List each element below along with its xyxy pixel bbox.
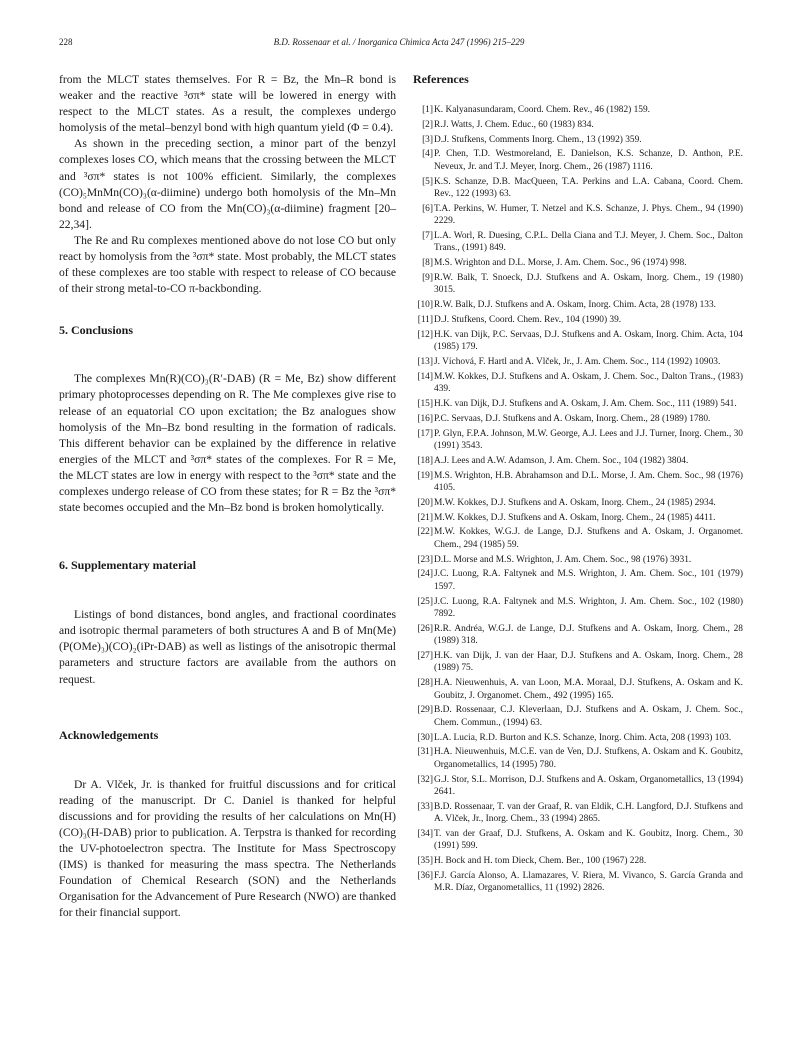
conclusions-text: The complexes Mn(R)(CO)₃(R′-DAB) (R = Me, Bz) show different primary photoprocesses depending on R. The Me complexes give rise to release of an equatorial CO upon excitation; the Bz analogues show homolysis of the Mn–Bz bond resulting in the formation of radicals. This different behavior can be explained by the difference in relative energies of the MLCT and ³σπ* states of the complexes. For R = Me, the MLCT states are low in energy with respect to the ³σπ* state and the complexes undergo release of CO from these states; for R = Bz the ³σπ* state becomes occupied and the Mn–Bz bond is broken homolytically. — [59, 372, 396, 515]
reference-text: R.W. Balk, D.J. Stufkens and A. Oskam, Inorg. Chim. Acta, 28 (1978) 133. — [434, 300, 717, 311]
reference-item — [413, 746, 743, 771]
reference-text: G.J. Stor, S.L. Morrison, D.J. Stufkens and A. Oskam, Organometallics, 13 (1994) 2641. — [434, 774, 743, 798]
reference-text: P. Glyn, F.P.A. Johnson, M.W. George, A.J. Lees and J.J. Turner, Inorg. Chem., 30 (1991) 3543. — [434, 428, 743, 451]
reference-number: [9] — [422, 273, 433, 283]
reference-number: [31] — [417, 747, 433, 758]
section-supplementary-heading: 6. Supplementary material — [59, 558, 196, 573]
reference-text: M.W. Kokkes, D.J. Stufkens and A. Oskam, Inorg. Chem., 24 (1985) 4411. — [434, 512, 716, 523]
reference-number: [30] — [417, 732, 433, 743]
running-title: B.D. Rossenaar et al. / Inorganica Chimica Acta 247 (1996) 215–229 — [273, 37, 525, 47]
acknowledgements-text: Dr A. Vlček, Jr. is thanked for fruitful discussions and for critical reading of the manuscript. Dr C. Daniel is thanked for helpful discussions and for providing the results of her calculations on Mn(H)(CO)₃(H-DAB) prior to publication. A. Terpstra is thanked for recording the UV-photoelectron spectra. The Institute for Mass Spectroscopy (IMS) is thanked for measuring the mass spectra. The Netherlands Foundation of Chemical Research (SON) and the Netherlands Organisation for the Advancement of Pure Research (NWO) are thanked for their financial support. — [59, 777, 396, 920]
reference-item — [413, 801, 743, 826]
reference-text: M.S. Wrighton, H.B. Abrahamson and D.L. Morse, J. Am. Chem. Soc., 98 (1976) 4105. — [434, 470, 743, 493]
reference-text: M.W. Kokkes, D.J. Stufkens and A. Oskam, Inorg. Chem., 24 (1985) 2934. — [434, 497, 716, 508]
acknowledgements-heading: Acknowledgements — [59, 727, 159, 742]
reference-number: [20] — [417, 497, 433, 508]
reference-item — [413, 148, 743, 173]
reference-number: [16] — [417, 413, 433, 424]
reference-text: H.K. van Dijk, J. van der Haar, D.J. Stufkens and A. Oskam, Inorg. Chem., 28 (1989) 75. — [434, 651, 743, 674]
reference-item — [413, 596, 743, 621]
reference-item — [413, 119, 743, 131]
reference-number: [1] — [422, 105, 433, 115]
references-list — [413, 104, 743, 895]
reference-number: [12] — [417, 329, 433, 340]
reference-number: [29] — [417, 705, 433, 716]
reference-number: [21] — [417, 512, 433, 523]
reference-number: [4] — [422, 149, 433, 160]
reference-item — [413, 732, 743, 744]
reference-number: [13] — [417, 357, 433, 367]
left-column — [59, 72, 396, 921]
reference-text: K. Kalyanasundaram, Coord. Chem. Rev., 46 (1982) 159. — [434, 105, 651, 115]
reference-item — [413, 704, 743, 729]
reference-number: [18] — [417, 455, 433, 466]
reference-number: [19] — [417, 470, 433, 481]
reference-number: [28] — [417, 678, 433, 689]
reference-item — [413, 870, 743, 895]
reference-item — [413, 470, 743, 495]
reference-item — [413, 554, 743, 566]
reference-text: D.L. Morse and M.S. Wrighton, J. Am. Chem. Soc., 98 (1976) 3931. — [434, 554, 692, 565]
supplementary-text: Listings of bond distances, bond angles, and fractional coordinates and isotropic thermal parameters of both structures A and B of Mn(Me)(P(OMe)₃)(CO)₂(iPr-DAB) as well as listings of the anisotropic thermal parameters and structure factors are available from the authors on request. — [59, 608, 396, 686]
reference-item — [413, 526, 743, 551]
reference-number: [5] — [422, 176, 433, 187]
reference-text: L.A. Worl, R. Duesing, C.P.L. Della Ciana and T.J. Meyer, J. Chem. Soc., Dalton Trans., (1991) 849. — [434, 231, 743, 254]
reference-number: [24] — [417, 569, 433, 580]
reference-number: [34] — [417, 829, 433, 840]
reference-text: J. Víchová, F. Hartl and A. Vlček, Jr., J. Am. Chem. Soc., 114 (1992) 10903. — [434, 357, 721, 367]
reference-text: H.K. van Dijk, D.J. Stufkens and A. Oskam, J. Am. Chem. Soc., 111 (1989) 541. — [434, 399, 737, 409]
reference-item — [413, 356, 743, 368]
body-paragraph-3: The Re and Ru complexes mentioned above do not lose CO but only react by homolysis from the ³σπ* state. Most probably, the MLCT states of these complexes are too stable with respect to release of CO because of their strong metal-to-CO π-backbonding. — [59, 233, 396, 296]
reference-number: [33] — [417, 801, 433, 812]
reference-item — [413, 828, 743, 853]
reference-number: [10] — [417, 300, 433, 311]
reference-text: T.A. Perkins, W. Humer, T. Netzel and K.S. Schanze, J. Phys. Chem., 94 (1990) 2229. — [434, 203, 743, 227]
reference-item — [413, 257, 743, 269]
reference-number: [22] — [417, 527, 433, 538]
reference-number: [23] — [417, 554, 433, 565]
reference-number: [3] — [422, 134, 433, 145]
reference-number: [36] — [417, 871, 433, 882]
reference-number: [35] — [417, 856, 433, 867]
reference-item — [413, 623, 743, 648]
section-conclusions-heading: 5. Conclusions — [59, 323, 134, 338]
reference-number: [27] — [417, 651, 433, 661]
reference-text: J.C. Luong, R.A. Faltynek and M.S. Wrighton, J. Am. Chem. Soc., 102 (1980) 7892. — [434, 596, 743, 619]
reference-item — [413, 203, 743, 228]
reference-number: [2] — [422, 119, 433, 130]
reference-text: H. Bock and H. tom Dieck, Chem. Ber., 100 (1967) 228. — [434, 856, 647, 867]
body-paragraph-1: from the MLCT states themselves. For R = Bz, the Mn–R bond is weaker and the reactive ³σπ* state will be lowered in energy with respect to the MLCT states. As a result, the complexes undergo homolysis of the metal–benzyl bond with high quantum yield (Φ = 0.4). — [59, 73, 396, 135]
reference-number: [8] — [422, 258, 433, 269]
reference-text: A.J. Lees and A.W. Adamson, J. Am. Chem. Soc., 104 (1982) 3804. — [434, 455, 689, 466]
reference-number: [11] — [417, 315, 433, 325]
reference-number: [7] — [422, 231, 433, 241]
body-paragraph-2: As shown in the preceding section, a minor part of the benzyl complexes loses CO, which means that the crossing between the MLCT and ³σπ* states is not 100% efficient. Similarly, the complexes (CO)₅MnMn(CO)₃(α-diimine) undergo both homolysis of the Mn–Mn bond and release of CO from the Mn(CO)₃(α-diimine) fragment [20–22,34]. — [59, 137, 396, 231]
reference-item — [413, 134, 743, 146]
reference-item — [413, 512, 743, 524]
reference-text: K.S. Schanze, D.B. MacQueen, T.A. Perkins and L.A. Cabana, Coord. Chem. Rev., 122 (1993) 63. — [434, 176, 743, 199]
reference-item — [413, 413, 743, 425]
reference-item — [413, 428, 743, 453]
reference-text: L.A. Lucia, R.D. Burton and K.S. Schanze, Inorg. Chim. Acta, 208 (1993) 103. — [434, 732, 732, 743]
reference-text: H.K. van Dijk, P.C. Servaas, D.J. Stufkens and A. Oskam, Inorg. Chim. Acta, 104 (1985) 179. — [434, 329, 743, 353]
running-header — [59, 37, 739, 51]
reference-text: J.C. Luong, R.A. Faltynek and M.S. Wrighton, J. Am. Chem. Soc., 101 (1979) 1597. — [434, 569, 743, 592]
reference-number: [26] — [417, 623, 433, 634]
reference-item — [413, 455, 743, 467]
reference-text: H.A. Nieuwenhuis, A. van Loon, M.A. Moraal, D.J. Stufkens, A. Oskam and K. Goubitz, J. Organomet. Chem., 492 (1995) 165. — [434, 678, 743, 701]
reference-item — [413, 329, 743, 354]
reference-item — [413, 677, 743, 702]
reference-text: B.D. Rossenaar, C.J. Kleverlaan, D.J. Stufkens and A. Oskam, J. Chem. Soc., Chem. Commun., (1994) 63. — [434, 705, 743, 728]
reference-text: F.J. García Alonso, A. Llamazares, V. Riera, M. Vivanco, S. García Granda and M.R. Díaz, Organometallics, 11 (1992) 2826. — [434, 871, 743, 894]
reference-number: [6] — [422, 203, 433, 214]
reference-text: R.J. Watts, J. Chem. Educ., 60 (1983) 834. — [434, 119, 594, 130]
right-column — [413, 72, 743, 897]
reference-text: R.R. Andréa, W.G.J. de Lange, D.J. Stufkens and A. Oskam, Inorg. Chem., 28 (1989) 318. — [434, 623, 743, 647]
reference-text: B.D. Rossenaar, T. van der Graaf, R. van Eldik, C.H. Langford, D.J. Stufkens and A. Vlček, Jr., Inorg. Chem., 33 (1994) 2865. — [434, 801, 743, 825]
reference-item — [413, 230, 743, 255]
reference-item — [413, 272, 743, 297]
reference-number: [17] — [417, 428, 433, 439]
reference-item — [413, 398, 743, 410]
reference-text: D.J. Stufkens, Coord. Chem. Rev., 104 (1990) 39. — [434, 315, 622, 325]
reference-item — [413, 104, 743, 116]
reference-number: [15] — [417, 399, 433, 409]
reference-text: P.C. Servaas, D.J. Stufkens and A. Oskam, Inorg. Chem., 28 (1989) 1780. — [434, 413, 711, 424]
reference-text: M.W. Kokkes, D.J. Stufkens and A. Oskam, J. Chem. Soc., Dalton Trans., (1983) 439. — [434, 371, 743, 395]
page-number: 228 — [59, 37, 73, 47]
reference-number: [14] — [417, 371, 433, 382]
reference-text: D.J. Stufkens, Comments Inorg. Chem., 13 (1992) 359. — [434, 134, 642, 145]
reference-text: T. van der Graaf, D.J. Stufkens, A. Oskam and K. Goubitz, Inorg. Chem., 30 (1991) 599. — [434, 829, 743, 852]
reference-item — [413, 371, 743, 396]
reference-item — [413, 314, 743, 326]
reference-item — [413, 568, 743, 593]
reference-number: [32] — [417, 774, 433, 785]
reference-text: M.S. Wrighton and D.L. Morse, J. Am. Chem. Soc., 96 (1974) 998. — [434, 258, 687, 269]
reference-item — [413, 497, 743, 509]
reference-text: P. Chen, T.D. Westmoreland, E. Danielson, K.S. Schanze, D. Anthon, P.E. Neveux, Jr. and T.J. Meyer, Inorg. Chem., 26 (1987) 1116. — [434, 149, 743, 172]
reference-text: R.W. Balk, T. Snoeck, D.J. Stufkens and A. Oskam, Inorg. Chem., 19 (1980) 3015. — [434, 273, 743, 296]
reference-item — [413, 650, 743, 675]
references-heading: References — [413, 72, 469, 86]
reference-item — [413, 774, 743, 799]
reference-item — [413, 299, 743, 311]
reference-text: H.A. Nieuwenhuis, M.C.E. van de Ven, D.J. Stufkens, A. Oskam and K. Goubitz, Organometallics, 14 (1995) 780. — [434, 747, 743, 770]
reference-item — [413, 176, 743, 201]
reference-number: [25] — [417, 596, 433, 607]
reference-text: M.W. Kokkes, W.G.J. de Lange, D.J. Stufkens and A. Oskam, J. Organomet. Chem., 294 (1985) 59. — [434, 527, 743, 550]
reference-item — [413, 855, 743, 867]
